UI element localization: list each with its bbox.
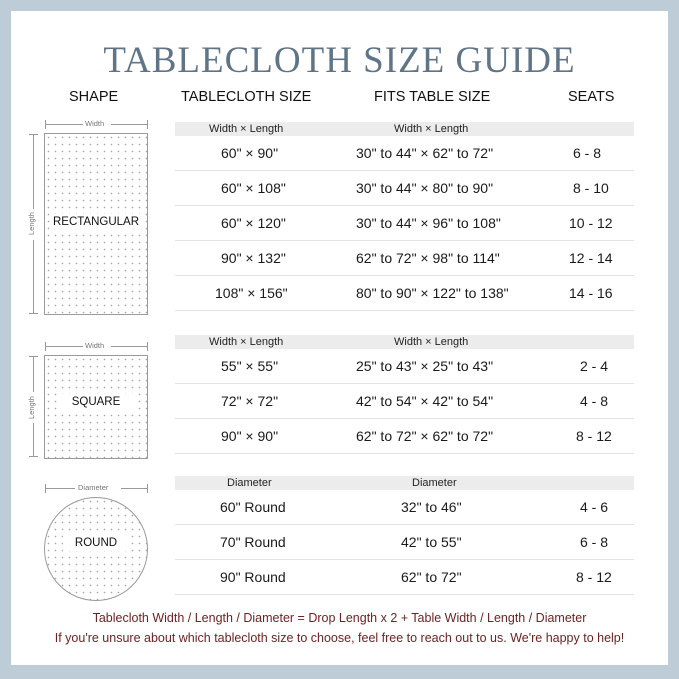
subheader-tablecloth: Width × Length: [209, 123, 284, 135]
table-row: 60" × 120" 30" to 44" × 96" to 108" 10 - 12: [175, 206, 634, 241]
diameter-dimension: Diameter: [45, 484, 148, 493]
help-note: If you're unsure about which tablecloth size to choose, feel free to reach out to us. We're happy to help!: [54, 631, 625, 645]
length-dimension: Length: [29, 356, 38, 457]
length-dimension: Length: [29, 134, 38, 314]
subheader-tablecloth: Diameter: [227, 477, 272, 489]
column-header-shape: SHAPE: [69, 89, 119, 105]
shape-label-rectangular: RECTANGULAR: [50, 214, 142, 230]
table-row: 90" × 90" 62" to 72" × 62" to 72" 8 - 12: [175, 419, 634, 454]
table-subheader: [175, 122, 634, 136]
table-row: 90" Round 62" to 72" 8 - 12: [175, 560, 634, 595]
width-dimension: Width: [45, 120, 148, 129]
table-row: 55" × 55" 25" to 43" × 25" to 43" 2 - 4: [175, 349, 634, 384]
table-row: 60" × 108" 30" to 44" × 80" to 90" 8 - 10: [175, 171, 634, 206]
size-guide-card: [11, 11, 668, 665]
formula-note: Tablecloth Width / Length / Diameter = Drop Length x 2 + Table Width / Length / Diameter: [92, 611, 587, 625]
shape-label-round: ROUND: [63, 535, 129, 551]
table-row: 70" Round 42" to 55" 6 - 8: [175, 525, 634, 560]
subheader-fits: Width × Length: [394, 336, 469, 348]
table-row: 60" × 90" 30" to 44" × 62" to 72" 6 - 8: [175, 136, 634, 171]
column-header-tablecloth-size: TABLECLOTH SIZE: [181, 89, 312, 105]
table-row: 60" Round 32" to 46" 4 - 6: [175, 490, 634, 525]
column-header-fits-table-size: FITS TABLE SIZE: [374, 89, 491, 105]
table-row: 90" × 132" 62" to 72" × 98" to 114" 12 - 14: [175, 241, 634, 276]
column-header-seats: SEATS: [568, 89, 615, 105]
table-row: 108" × 156" 80" to 90" × 122" to 138" 14 - 16: [175, 276, 634, 311]
subheader-fits: Diameter: [412, 477, 457, 489]
page-title: TABLECLOTH SIZE GUIDE: [103, 40, 576, 81]
subheader-fits: Width × Length: [394, 123, 469, 135]
table-row: 72" × 72" 42" to 54" × 42" to 54" 4 - 8: [175, 384, 634, 419]
shape-label-square: SQUARE: [57, 394, 135, 410]
table-subheader: [175, 476, 634, 490]
width-dimension: Width: [45, 342, 148, 351]
table-subheader: [175, 335, 634, 349]
subheader-tablecloth: Width × Length: [209, 336, 284, 348]
